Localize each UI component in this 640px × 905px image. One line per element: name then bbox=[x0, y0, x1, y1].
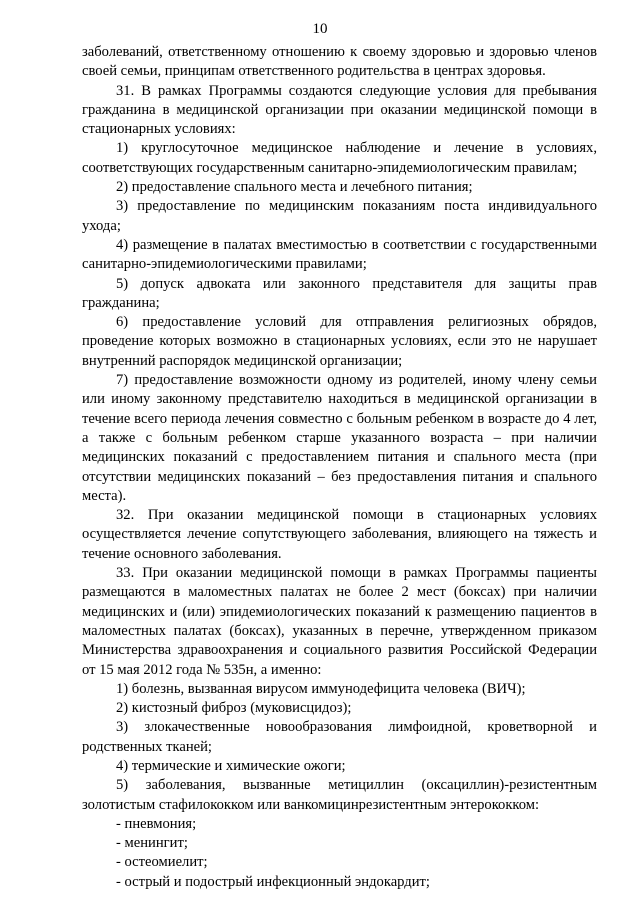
dash-item-osteomyelitis: - остеомиелит; bbox=[116, 854, 208, 871]
clause-33-item-4: 4) термические и химические ожоги; bbox=[116, 757, 346, 774]
clause-31-item-5: 5) допуск адвоката или законного представителя для защиты прав гражданина; bbox=[82, 275, 597, 311]
clause-31-item-7: 7) предоставление возможности одному из родителей, иному члену семьи или иному законному представителю находиться в медицинской организации в течение всего периода лечения совместно с больным ребенком в возрасте до 4 лет, а также с больным ребенком старше указанного возраста – при наличии медицинских показаний с предоставлением питания и спального места (при отсутствии медицинских показаний – без предоставления питания и спального места). bbox=[82, 372, 597, 504]
clause-33-item-2: 2) кистозный фиброз (муковисцидоз); bbox=[116, 700, 352, 717]
dash-item-endocarditis: - острый и подострый инфекционный эндокардит; bbox=[116, 873, 430, 890]
clause-33-item-1: 1) болезнь, вызванная вирусом иммунодефицита человека (ВИЧ); bbox=[116, 680, 526, 697]
clause-33-item-5: 5) заболевания, вызванные метициллин (оксациллин)-резистентным золотистым стафилококком или ванкомицинрезистентным энтерококком: bbox=[82, 777, 597, 813]
clause-31-item-3: 3) предоставление по медицинским показаниям поста индивидуального ухода; bbox=[82, 198, 597, 234]
clause-32: 32. При оказании медицинской помощи в стационарных условиях осуществляется лечение сопутствующего заболевания, влияющего на тяжесть и течение основного заболевания. bbox=[82, 507, 597, 562]
document-body bbox=[82, 43, 597, 892]
page-number: 10 bbox=[312, 21, 328, 37]
dash-item-meningitis: - менингит; bbox=[116, 835, 188, 852]
clause-33: 33. При оказании медицинской помощи в рамках Программы пациенты размещаются в маломестных палатах не более 2 мест (боксах) при наличии медицинских и (или) эпидемиологических показаний к размещению пациентов в маломестных палатах (боксах), указанных в перечне, утвержденном приказом Министерства здравоохранения и социального развития Российской Федерации от 15 мая 2012 года № 535н, а именно: bbox=[82, 565, 597, 678]
paragraph-continuation: заболеваний, ответственному отношению к своему здоровью и здоровью членов своей семьи, принципам ответственного родительства в центрах здоровья. bbox=[82, 44, 597, 80]
clause-31-item-2: 2) предоставление спального места и лечебного питания; bbox=[116, 179, 473, 196]
clause-31-item-4: 4) размещение в палатах вместимостью в соответствии с государственными санитарно-эпидемиологическими правилами; bbox=[82, 236, 597, 273]
clause-31-item-6: 6) предоставление условий для отправления религиозных обрядов, проведение которых возможно в стационарных условиях, если это не нарушает внутренний распорядок медицинской организации; bbox=[82, 314, 597, 369]
clause-31: 31. В рамках Программы создаются следующие условия для пребывания гражданина в медицинской организации при оказании медицинской помощи в стационарных условиях: bbox=[82, 82, 597, 138]
clause-33-item-3: 3) злокачественные новообразования лимфоидной, кроветворной и родственных тканей; bbox=[82, 719, 597, 755]
clause-31-item-1: 1) круглосуточное медицинское наблюдение и лечение в условиях, соответствующих государственным санитарно-эпидемиологическим правилам; bbox=[82, 140, 597, 176]
dash-item-pneumonia: - пневмония; bbox=[116, 815, 197, 832]
